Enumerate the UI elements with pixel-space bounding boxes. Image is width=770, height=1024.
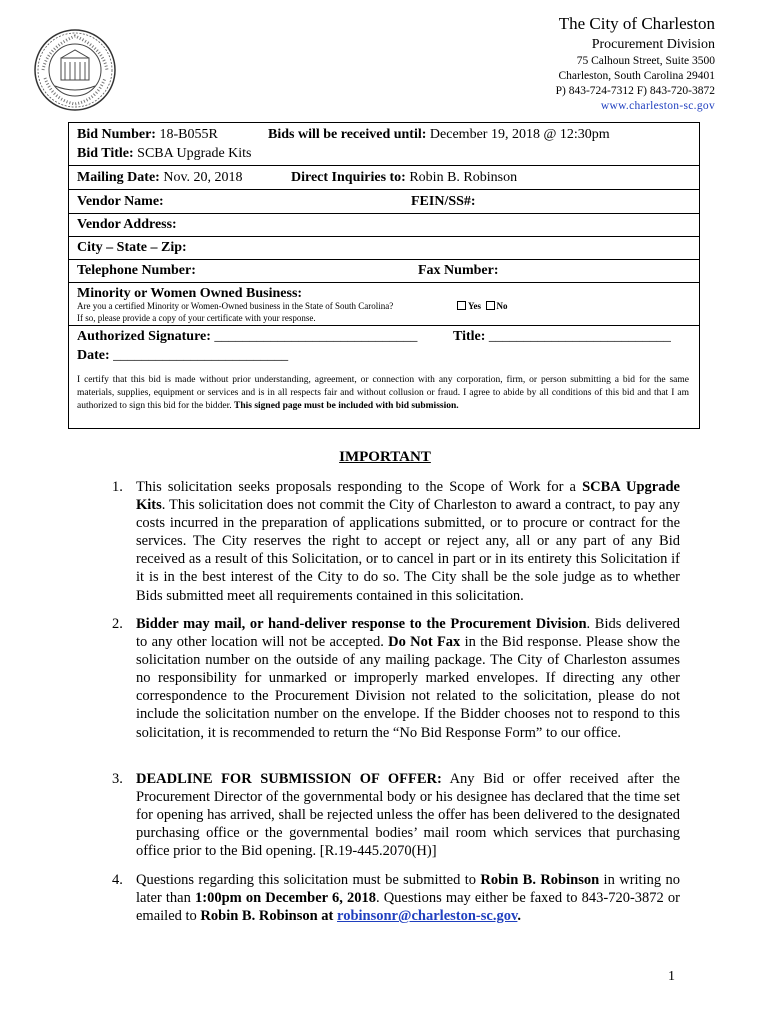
no-checkbox[interactable] — [486, 301, 495, 310]
title-field — [453, 328, 671, 345]
yes-checkbox[interactable] — [457, 301, 466, 310]
bid-number-value: 18-B055R — [159, 127, 218, 142]
date-label: Date: — [77, 348, 110, 363]
bid-title-value: SCBA Upgrade Kits — [137, 146, 252, 161]
certification-body: I certify that this bid is made without prior understanding, agreement, or connection with any corporation, firm, or person submitting a bid for the same materials, supplies, equipment or services and is in all respects fair and without collusion or fraud. I agree to abide by all conditions of this bid and that I am authorized to sign this bid for the bidder. — [77, 375, 689, 411]
item-text-part: . Bids delivered to any other location will not be accepted. — [136, 616, 680, 651]
item-text-part: This solicitation seeks proposals responding to the Scope of Work for a — [136, 479, 583, 495]
item-text — [136, 871, 680, 925]
divider — [69, 259, 699, 260]
mailing-date-value: Nov. 20, 2018 — [163, 170, 243, 185]
item-text-part: Any Bid or offer received after the Procurement Director of the governmental body or his designee has declared that the time set for opening has arrived, shall be rejected unless the offer has been delivered to the designated purchasing office or the governmental bodies’ mail room which services that purchasing office prior to the Bid opening. [R.19-445.2070(H)] — [136, 771, 680, 860]
city-state-line: Charleston, South Carolina 29401 — [558, 70, 715, 82]
item-bold-part: 1:00pm on December 6, 2018 — [194, 890, 376, 907]
divider — [69, 189, 699, 190]
certification-required: This signed page must be included with bid submission. — [234, 401, 459, 411]
city-name: The City of Charleston — [558, 14, 715, 33]
vendor-name-label: Vendor Name: — [77, 194, 164, 209]
city-state-zip-label: City – State – Zip: — [77, 240, 187, 255]
item-text-part: in the Bid response. Please show the solicitation number on the outside of any mailing package. The City of Charleston assumes no responsibility for unmarked or improperly marked envelopes. If directing any other correspondence to the Procurement Division not related to the solicitation, please do not include the solicitation number on the envelope. If the Bidder chooses not to respond to this solicitation, it is recommended to return the “No Bid Response Form” to our office. — [136, 634, 680, 741]
fax-label: Fax Number: — [418, 263, 499, 278]
item-number: 4. — [112, 872, 123, 888]
direct-inquiries-value: Robin B. Robinson — [409, 170, 518, 185]
item-text-part: . This solicitation does not commit the City of Charleston to award a contract, to pay any costs incurred in the preparation of applications submitted, or to procure or contract for the services. The City reserves the right to accept or reject any, all or any part of any Bid received as a result of this Solicitation, or to cancel in part or in its entirety this Solicitation if it is in the best interest of the City to do so. The City shall be the sole judge as to whether Bids submitted meet all requirements contained in this solicitation. — [136, 497, 680, 604]
item-text-part: Questions regarding this solicitation must be submitted to — [136, 872, 481, 888]
item-text-part: in writing no later than — [136, 872, 680, 907]
mailing-date-field — [77, 169, 243, 186]
phone-fax-line: P) 843-724-7312 F) 843-720-3872 — [555, 85, 715, 97]
item-bold-part: Robin B. Robinson — [480, 872, 600, 888]
title-label: Title: — [453, 329, 486, 344]
item-bold-part: DEADLINE FOR SUBMISSION OF OFFER: — [136, 771, 442, 787]
minority-label: Minority or Women Owned Business: — [77, 286, 303, 301]
minority-note: If so, please provide a copy of your certificate with your response. — [77, 313, 316, 323]
direct-inquiries-field — [291, 169, 517, 186]
signature-blank[interactable]: _____________________________ — [214, 329, 418, 344]
direct-inquiries-label: Direct Inquiries to: — [291, 170, 406, 185]
bids-received-label: Bids will be received until: — [268, 127, 427, 142]
page-number: 1 — [668, 969, 675, 984]
divider — [69, 213, 699, 214]
item-number: 3. — [112, 771, 123, 787]
bid-number-field — [77, 126, 218, 143]
website-link[interactable]: www.charleston-sc.gov — [600, 100, 715, 112]
divider — [69, 165, 699, 166]
title-blank[interactable]: __________________________ — [488, 329, 671, 344]
bid-number-label: Bid Number: — [77, 127, 156, 142]
no-label: No — [496, 301, 508, 311]
item-bold-part: Do Not Fax — [388, 634, 461, 651]
important-heading: IMPORTANT — [339, 449, 431, 465]
fein-label: FEIN/SS#: — [411, 194, 476, 209]
item-bold-part: SCBA Upgrade Kits — [136, 479, 680, 514]
telephone-label: Telephone Number: — [77, 263, 196, 278]
item-bold-part: Robin B. Robinson at — [200, 908, 338, 925]
bid-title-label: Bid Title: — [77, 146, 134, 161]
item-number: 2. — [112, 616, 123, 632]
divider — [69, 325, 699, 326]
mailing-date-label: Mailing Date: — [77, 170, 160, 185]
minority-question: Are you a certified Minority or Women-Owned business in the State of South Carolina? — [77, 301, 394, 311]
signature-field — [77, 328, 417, 345]
bids-received-field — [268, 126, 610, 143]
email-link[interactable]: robinsonr@charleston-sc.gov — [337, 908, 518, 925]
item-bold-part: . — [517, 908, 522, 925]
bid-form — [68, 122, 700, 429]
item-text — [136, 615, 680, 742]
address-line: 75 Calhoun Street, Suite 3500 — [576, 55, 715, 67]
item-text — [136, 478, 680, 605]
vendor-address-label: Vendor Address: — [77, 217, 177, 232]
item-text — [136, 770, 680, 860]
item-number: 1. — [112, 479, 123, 495]
minority-options — [457, 301, 508, 312]
city-seal — [33, 28, 117, 112]
item-text-part: . Questions may either be faxed to 843-720-3872 or emailed to — [136, 890, 680, 925]
yes-label: Yes — [468, 301, 481, 311]
date-blank[interactable]: _________________________ — [113, 348, 289, 363]
signature-label: Authorized Signature: — [77, 329, 211, 344]
division-name: Procurement Division — [591, 37, 715, 52]
certification-text — [77, 374, 689, 413]
bid-title-field — [77, 145, 252, 162]
bids-received-value: December 19, 2018 @ 12:30pm — [429, 127, 610, 142]
item-bold-part: Bidder may mail, or hand-deliver response to the Procurement Division — [136, 616, 587, 632]
divider — [69, 236, 699, 237]
letterhead — [556, 14, 715, 114]
date-field — [77, 347, 288, 364]
divider — [69, 282, 699, 283]
